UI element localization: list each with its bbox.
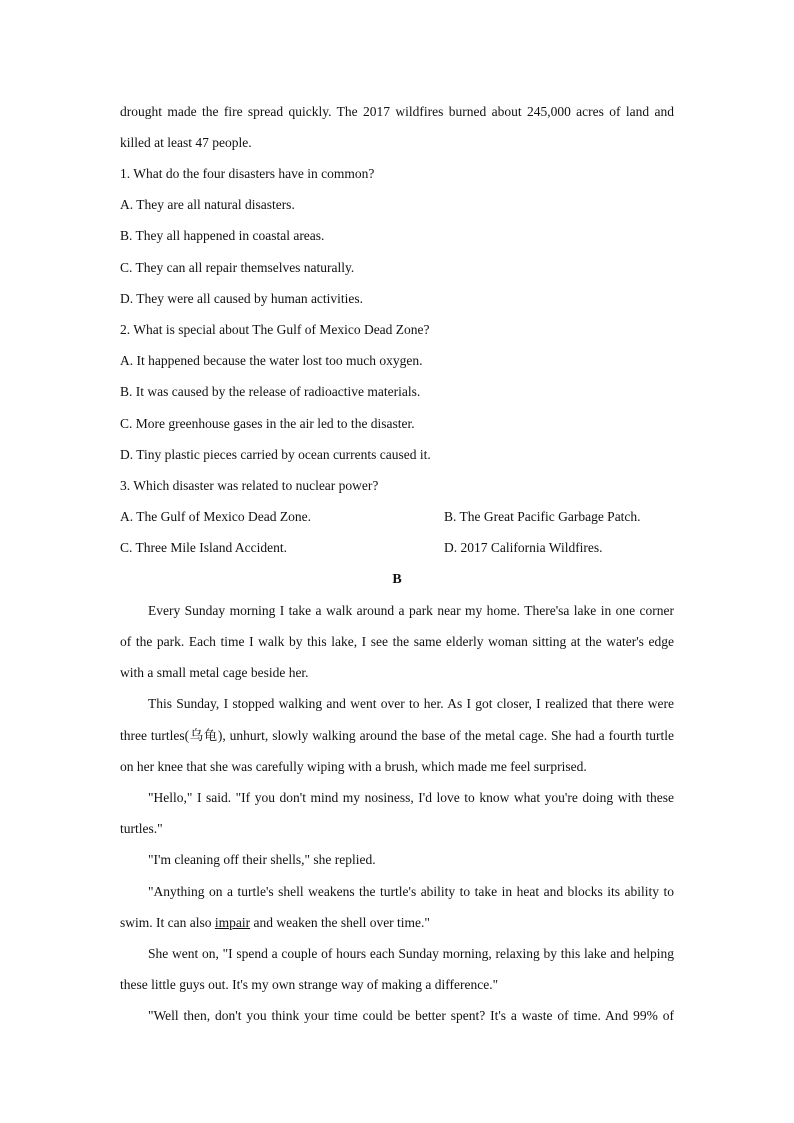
question-3-option-c: C. Three Mile Island Accident. bbox=[120, 540, 287, 555]
passage-b-line bbox=[120, 914, 674, 932]
passage-b-line: This Sunday, I stopped walking and went over to her. As I got closer, I realized that there were bbox=[148, 696, 674, 711]
passage-b-line: these little guys out. It's my own strange way of making a difference." bbox=[120, 977, 499, 992]
question-1-option-c: C. They can all repair themselves naturally. bbox=[120, 260, 355, 275]
passage-b-line: She went on, "I spend a couple of hours each Sunday morning, relaxing by this lake and helping bbox=[148, 946, 674, 961]
question-3-option-a: A. The Gulf of Mexico Dead Zone. bbox=[120, 509, 311, 524]
question-2-option-c: C. More greenhouse gases in the air led to the disaster. bbox=[120, 416, 415, 431]
passage-b-text: and weaken the shell over time." bbox=[250, 915, 430, 930]
question-1-stem: 1. What do the four disasters have in common? bbox=[120, 166, 375, 181]
passage-b-line: "Well then, don't you think your time could be better spent? It's a waste of time. And 99% of bbox=[148, 1008, 674, 1023]
passage-b-line: three turtles(乌龟), unhurt, slowly walking around the base of the metal cage. She had a fourth turtle bbox=[120, 728, 674, 743]
passage-a-line: drought made the fire spread quickly. The 2017 wildfires burned about 245,000 acres of land and bbox=[120, 104, 674, 119]
passage-b-line: turtles." bbox=[120, 821, 163, 836]
question-2-stem: 2. What is special about The Gulf of Mexico Dead Zone? bbox=[120, 322, 430, 337]
question-2-option-d: D. Tiny plastic pieces carried by ocean currents caused it. bbox=[120, 447, 431, 462]
passage-b-line: Every Sunday morning I take a walk around a park near my home. There'sa lake in one corner bbox=[148, 603, 674, 618]
question-3-stem: 3. Which disaster was related to nuclear power? bbox=[120, 478, 379, 493]
passage-b-line: of the park. Each time I walk by this lake, I see the same elderly woman sitting at the water's edge bbox=[120, 634, 674, 649]
question-1-option-a: A. They are all natural disasters. bbox=[120, 197, 295, 212]
section-heading: B bbox=[392, 572, 402, 587]
question-2-option-a: A. It happened because the water lost too much oxygen. bbox=[120, 353, 423, 368]
passage-b-line: "Hello," I said. "If you don't mind my nosiness, I'd love to know what you're doing with these bbox=[148, 790, 674, 805]
passage-b-line: with a small metal cage beside her. bbox=[120, 665, 309, 680]
passage-b-line: "I'm cleaning off their shells," she replied. bbox=[148, 852, 376, 867]
passage-a-line: killed at least 47 people. bbox=[120, 135, 252, 150]
question-2-option-b: B. It was caused by the release of radioactive materials. bbox=[120, 384, 421, 399]
question-1-option-b: B. They all happened in coastal areas. bbox=[120, 228, 325, 243]
passage-b-line: on her knee that she was carefully wiping with a brush, which made me feel surprised. bbox=[120, 759, 587, 774]
question-3-option-d: D. 2017 California Wildfires. bbox=[444, 540, 603, 555]
passage-b-line: "Anything on a turtle's shell weakens the turtle's ability to take in heat and blocks its ability to bbox=[148, 884, 674, 899]
underlined-word: impair bbox=[214, 915, 251, 930]
question-1-option-d: D. They were all caused by human activities. bbox=[120, 291, 364, 306]
question-3-option-b: B. The Great Pacific Garbage Patch. bbox=[444, 509, 641, 524]
passage-b-text: swim. It can also bbox=[120, 915, 215, 930]
